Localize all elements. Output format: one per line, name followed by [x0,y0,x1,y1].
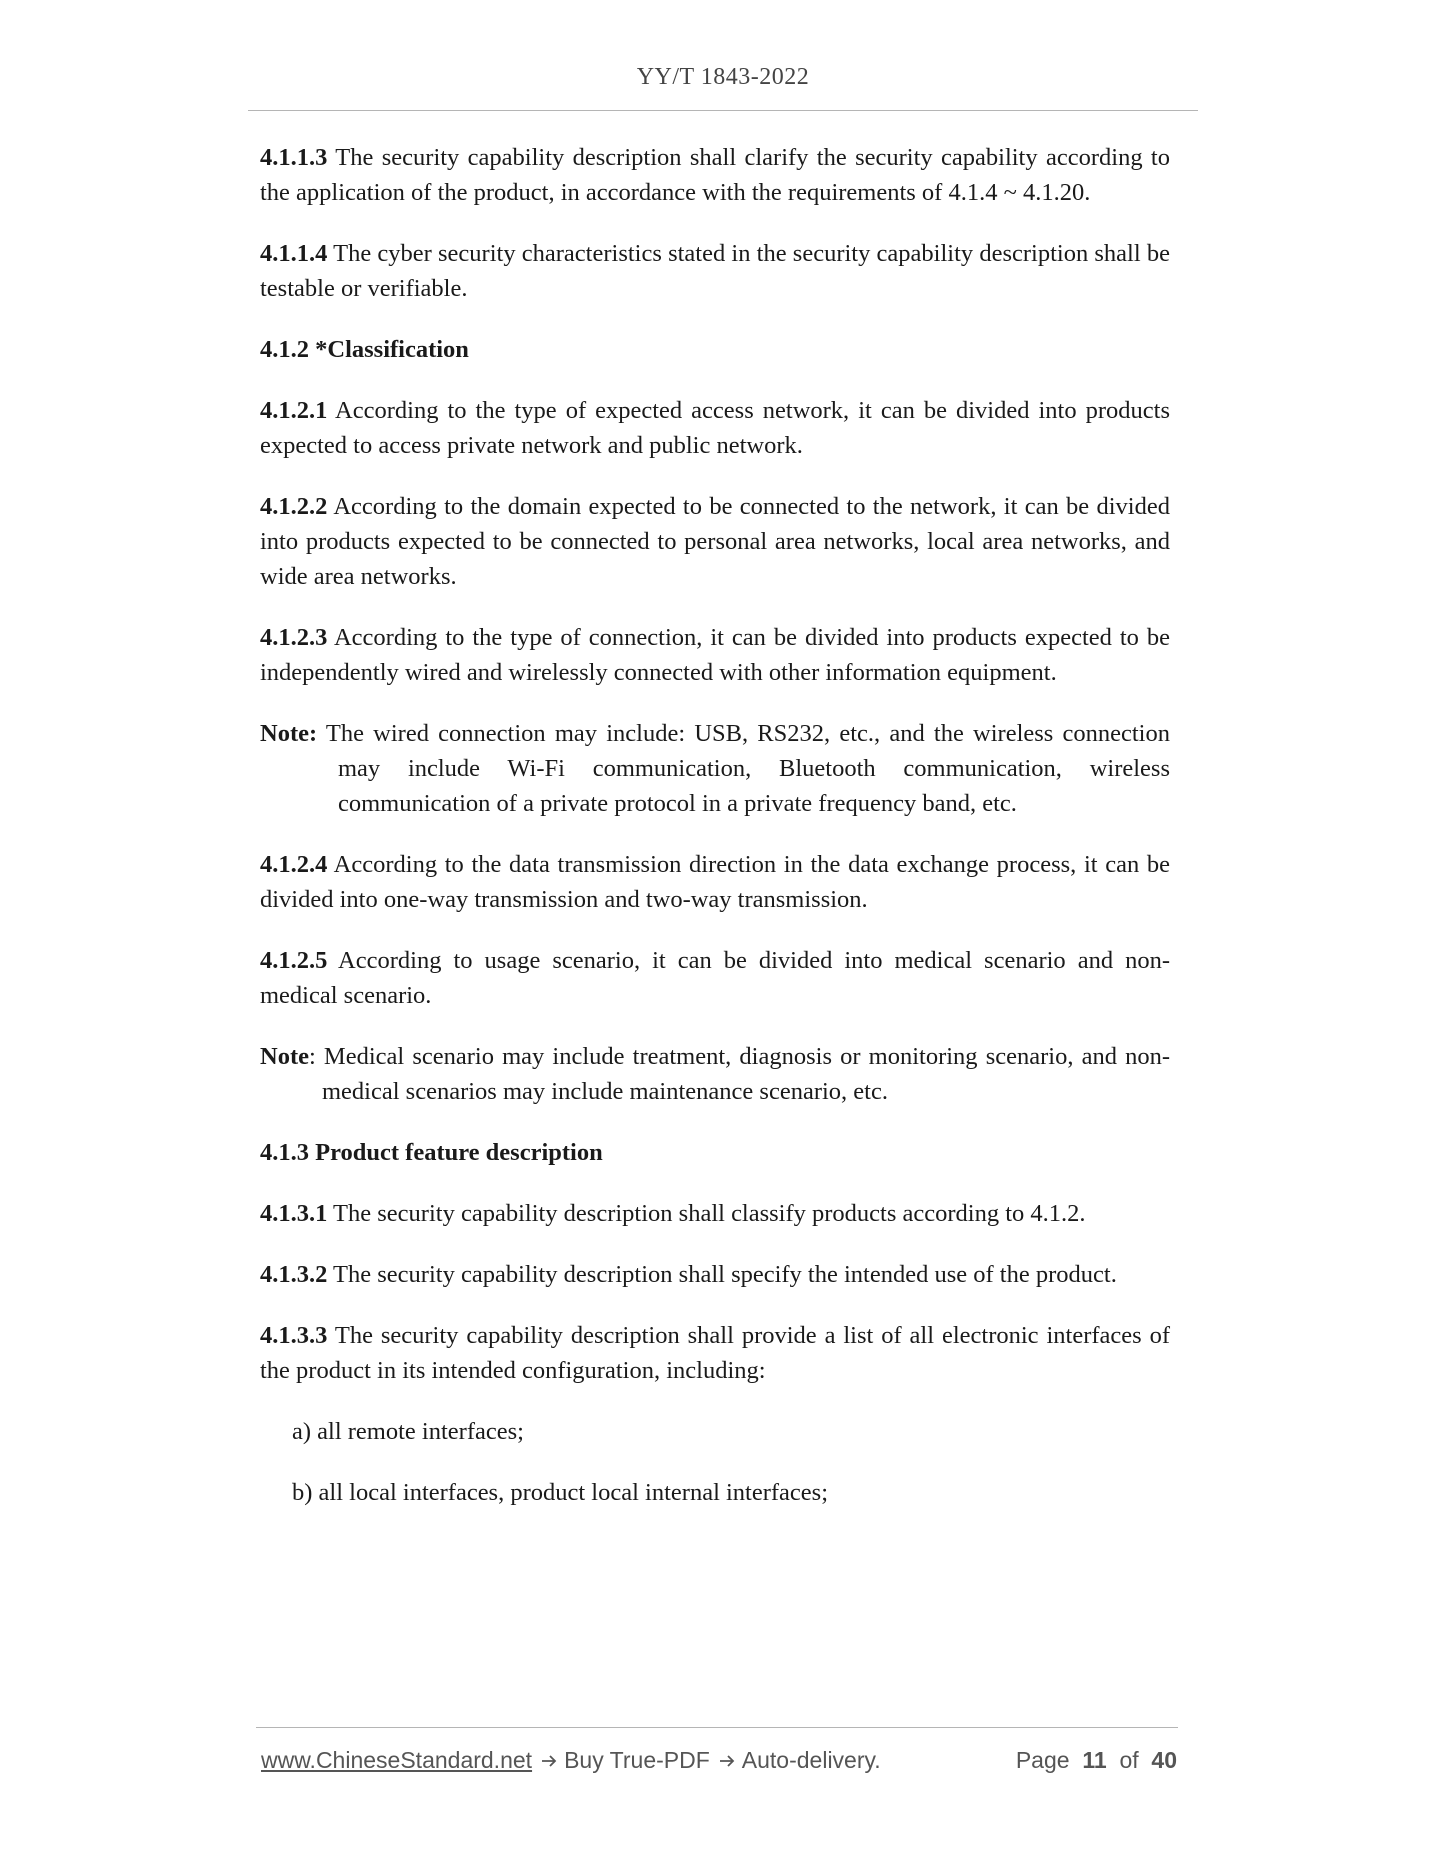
arrow-right-icon [718,1752,736,1770]
clause-text: According to the data transmission direction in the data exchange process, it can be divided into one-way transmission and two-way transmission. [260,851,1170,913]
clause-text: According to the type of connection, it can be divided into products expected to be independently wired and wirelessly connected with other information equipment. [260,624,1170,686]
list-item: b) all local interfaces, product local internal interfaces; [292,1479,829,1506]
buy-pdf-text: Buy True-PDF [564,1747,710,1773]
page-footer [261,1747,1177,1774]
page-number-info [1016,1747,1177,1774]
clause-text: The security capability description shall clarify the security capability according to the application of the product, in accordance with the requirements of 4.1.4 ~ 4.1.20. [260,144,1170,206]
clause-4-1-3-1 [260,1196,1170,1231]
list-item: a) all remote interfaces; [292,1418,524,1445]
header-divider [248,110,1198,111]
clause-number: 4.1.3.1 [260,1200,328,1227]
note-usage-scenario [260,1039,1170,1109]
clause-text: According to the domain expected to be connected to the network, it can be divided into products expected to be connected to personal area networks, local area networks, and wide area networks. [260,493,1170,590]
clause-text: The security capability description shall specify the intended use of the product. [327,1261,1117,1288]
clause-text: The security capability description shall classify products according to 4.1.2. [327,1200,1086,1227]
clause-4-1-3-2 [260,1257,1170,1292]
clause-number: 4.1.3.2 [260,1261,328,1288]
clause-number: 4.1.2.2 [260,493,328,520]
auto-delivery-text: Auto-delivery. [741,1747,881,1773]
footer-divider [256,1727,1178,1728]
note-text: : Medical scenario may include treatment, diagnosis or monitoring scenario, and non-medical scenarios may include maintenance scenario, etc. [308,1043,1170,1105]
clause-number: 4.1.2.3 [260,624,328,651]
of-label: of [1119,1747,1139,1773]
document-body [260,140,1170,1536]
arrow-right-icon [540,1752,558,1770]
current-page-number: 11 [1082,1747,1107,1773]
clause-number: 4.1.2.1 [260,397,328,424]
clause-number: 4.1.3.3 [260,1322,328,1349]
clause-4-1-2-2 [260,489,1170,594]
section-heading-product-feature: 4.1.3 Product feature description [260,1139,603,1166]
section-heading-classification: 4.1.2 *Classification [260,336,469,363]
page-label: Page [1015,1747,1070,1773]
clause-4-1-3-3 [260,1318,1170,1388]
note-text: The wired connection may include: USB, RS232, etc., and the wireless connection may include Wi-Fi communication, Bluetooth communication, wireless communication of a private protocol in a private frequency band, etc. [317,720,1170,817]
clause-text: According to the type of expected access network, it can be divided into products expected to access private network and public network. [260,397,1170,459]
note-label: Note: [260,720,318,747]
clause-text: The cyber security characteristics stated in the security capability description shall be testable or verifiable. [260,240,1170,302]
note-label: Note [260,1043,309,1070]
clause-number: 4.1.1.3 [260,144,328,171]
total-page-number: 40 [1151,1747,1177,1773]
site-link[interactable]: www.ChineseStandard.net [261,1747,533,1773]
clause-number: 4.1.1.4 [260,240,328,267]
page-header-doc-id: YY/T 1843-2022 [636,64,810,90]
clause-4-1-2-3 [260,620,1170,690]
clause-number: 4.1.2.4 [260,851,328,878]
note-connection-types [260,716,1170,821]
clause-4-1-1-3 [260,140,1170,210]
clause-4-1-2-5 [260,943,1170,1013]
clause-text: According to usage scenario, it can be divided into medical scenario and non-medical scenario. [260,947,1170,1009]
clause-4-1-1-4 [260,236,1170,306]
clause-4-1-2-4 [260,847,1170,917]
clause-4-1-2-1 [260,393,1170,463]
clause-number: 4.1.2.5 [260,947,328,974]
clause-text: The security capability description shall provide a list of all electronic interfaces of the product in its intended configuration, including: [260,1322,1170,1384]
